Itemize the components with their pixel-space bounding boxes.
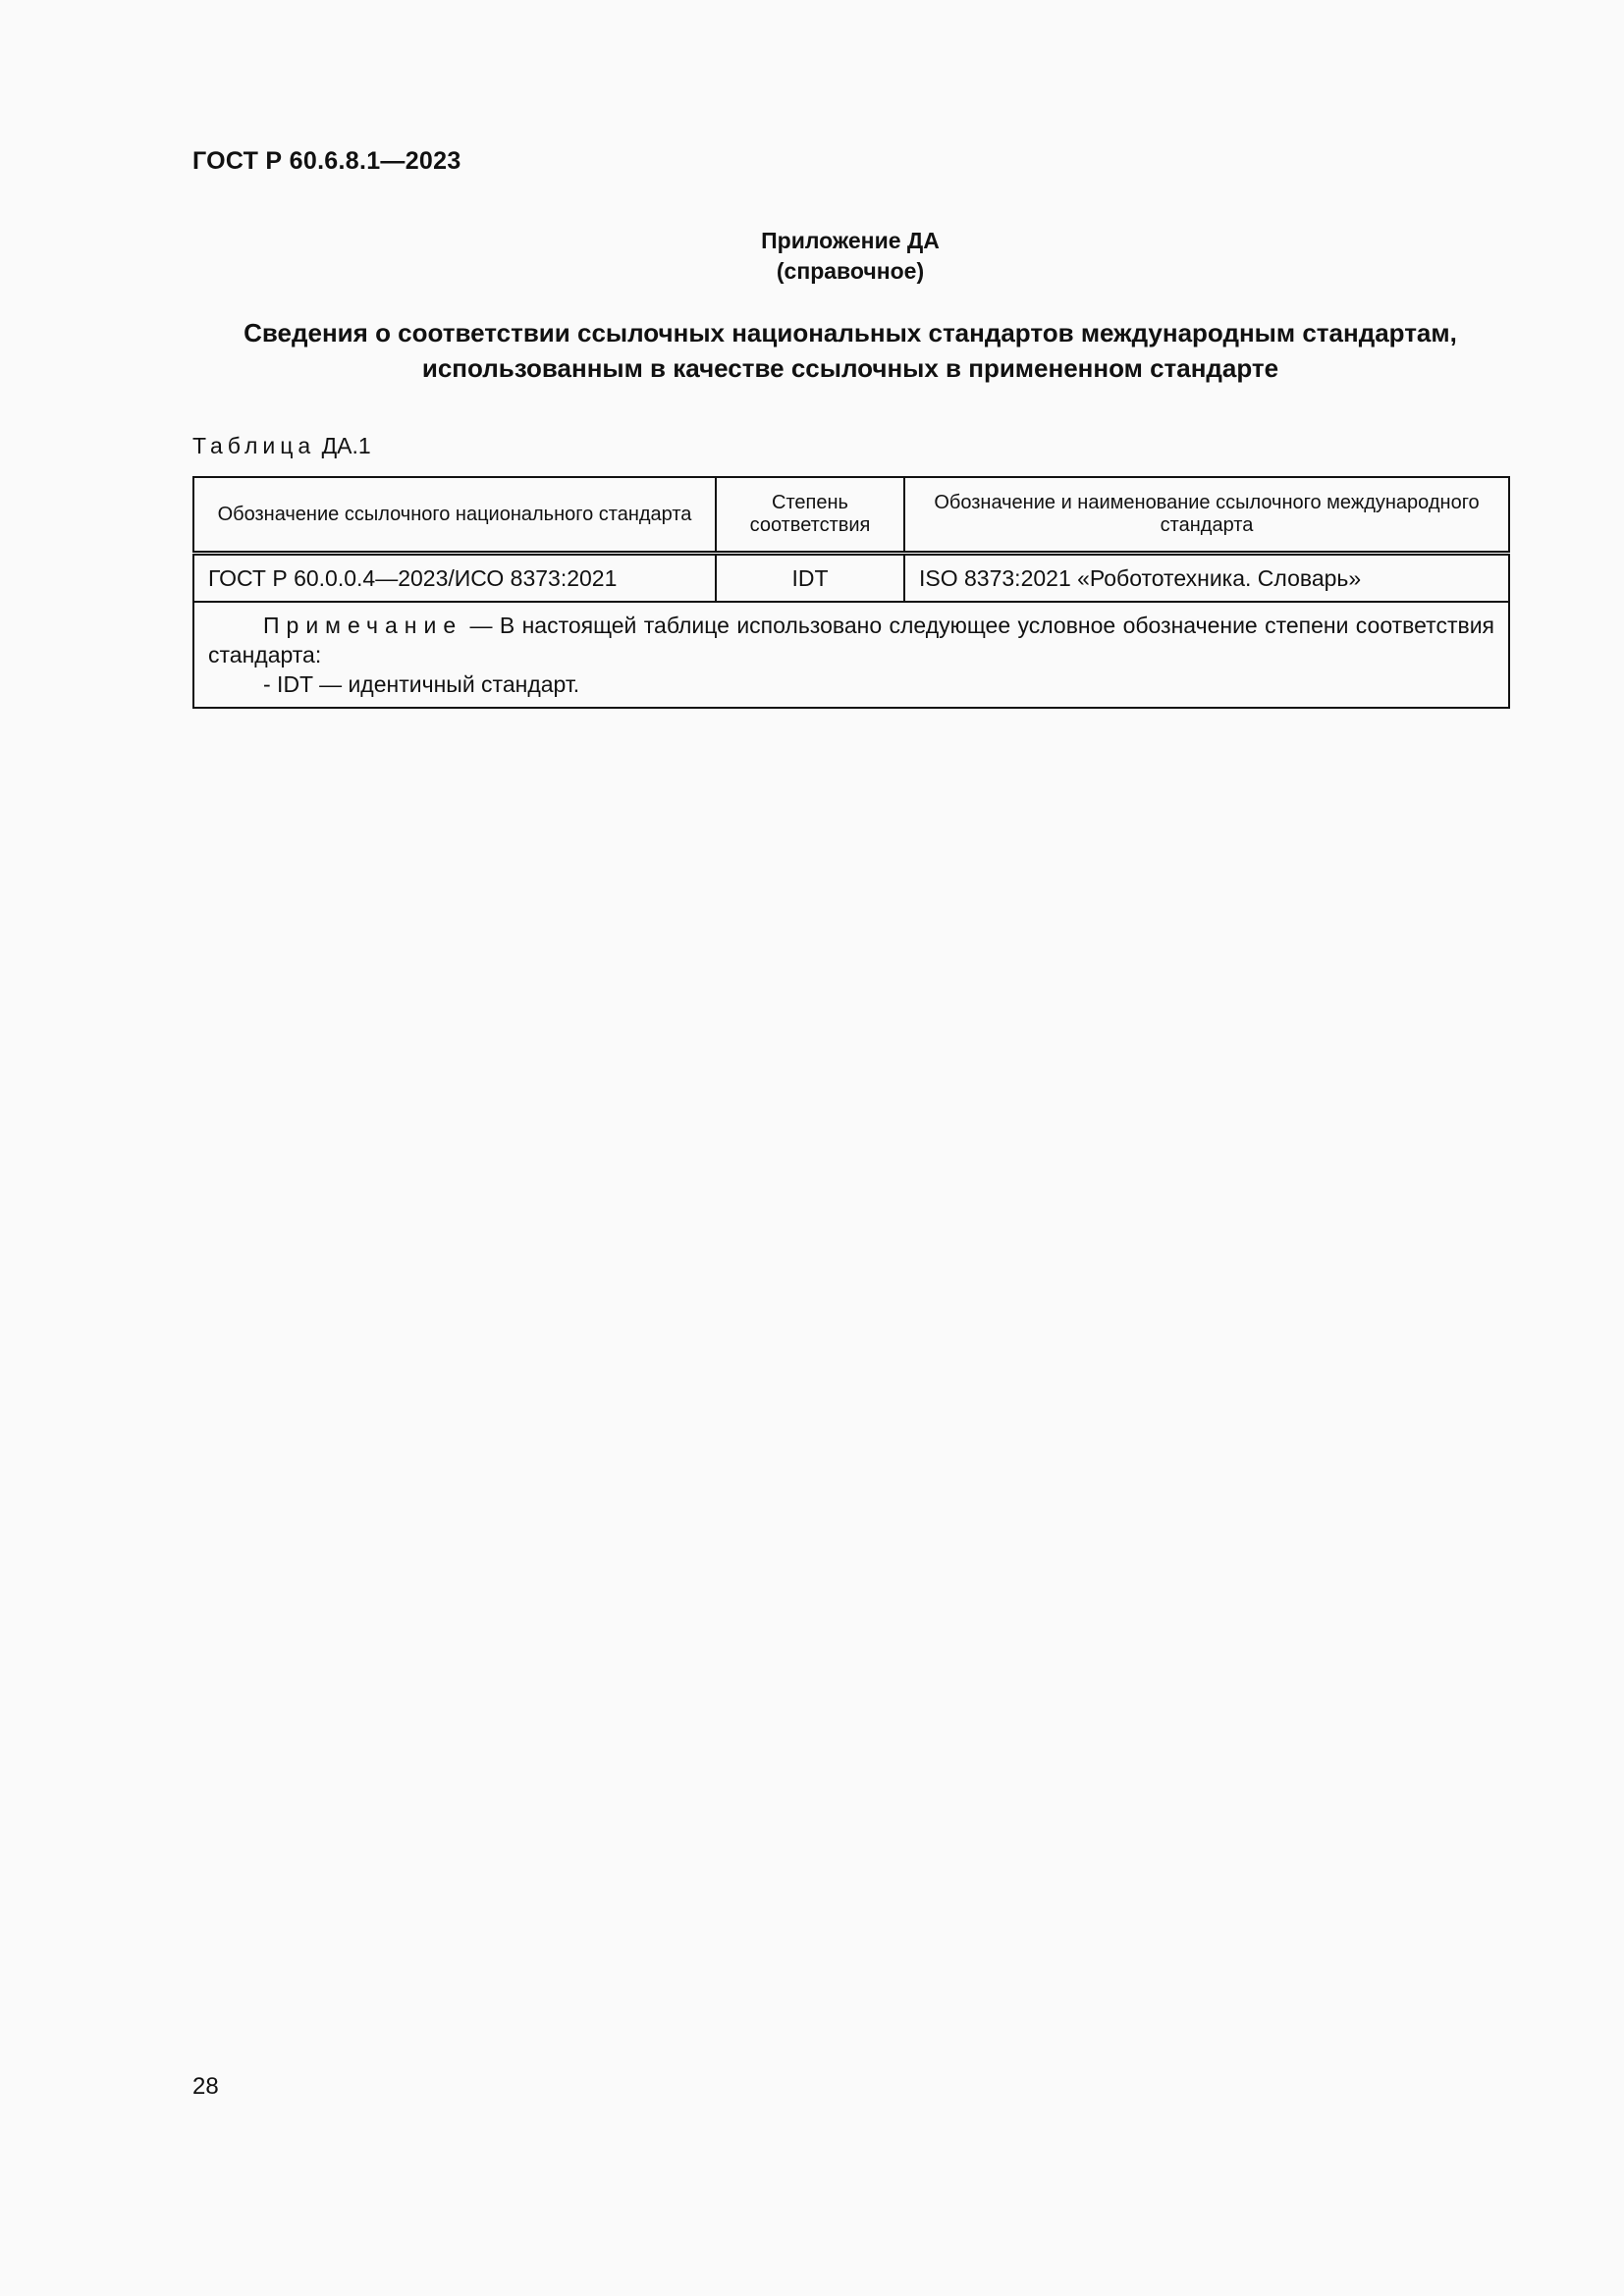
document-code: ГОСТ Р 60.6.8.1—2023 (192, 147, 461, 175)
header-degree: Степень соответствия (716, 477, 904, 554)
table-caption-number: ДА.1 (321, 433, 371, 458)
header-national-standard: Обозначение ссылочного национального стандарта (193, 477, 716, 554)
table-note-row (193, 602, 1509, 708)
note-list-item: - IDT — идентичный стандарт. (263, 671, 580, 697)
page-number: 28 (192, 2073, 219, 2100)
section-title (192, 315, 1508, 386)
reference-standards-table (192, 476, 1510, 709)
table-caption-label: Таблица (192, 433, 316, 458)
cell-international-standard: ISO 8373:2021 «Робототехника. Словарь» (904, 554, 1509, 603)
table-header-row (193, 477, 1509, 554)
table-caption (192, 433, 371, 459)
annex-heading (192, 226, 1508, 287)
section-title-line-1: Сведения о соответствии ссылочных национальных стандартов международным стандартам, (244, 318, 1457, 347)
note-dash: — (462, 613, 500, 638)
note-label: Примечание (263, 613, 463, 638)
table-row (193, 554, 1509, 603)
header-international-standard: Обозначение и наименование ссылочного международного стандарта (904, 477, 1509, 554)
cell-degree: IDT (716, 554, 904, 603)
annex-title: Приложение ДА (761, 228, 940, 253)
section-title-line-2: использованным в качестве ссылочных в примененном стандарте (421, 353, 1279, 383)
note-paragraph (208, 611, 1494, 669)
cell-national-standard: ГОСТ Р 60.0.0.4—2023/ИСО 8373:2021 (193, 554, 716, 603)
note-text: В настоящей таблице использовано следующее условное обозначение степени соответствия стандарта: (208, 613, 1494, 667)
table-note (193, 602, 1509, 708)
annex-status: (справочное) (776, 258, 925, 284)
